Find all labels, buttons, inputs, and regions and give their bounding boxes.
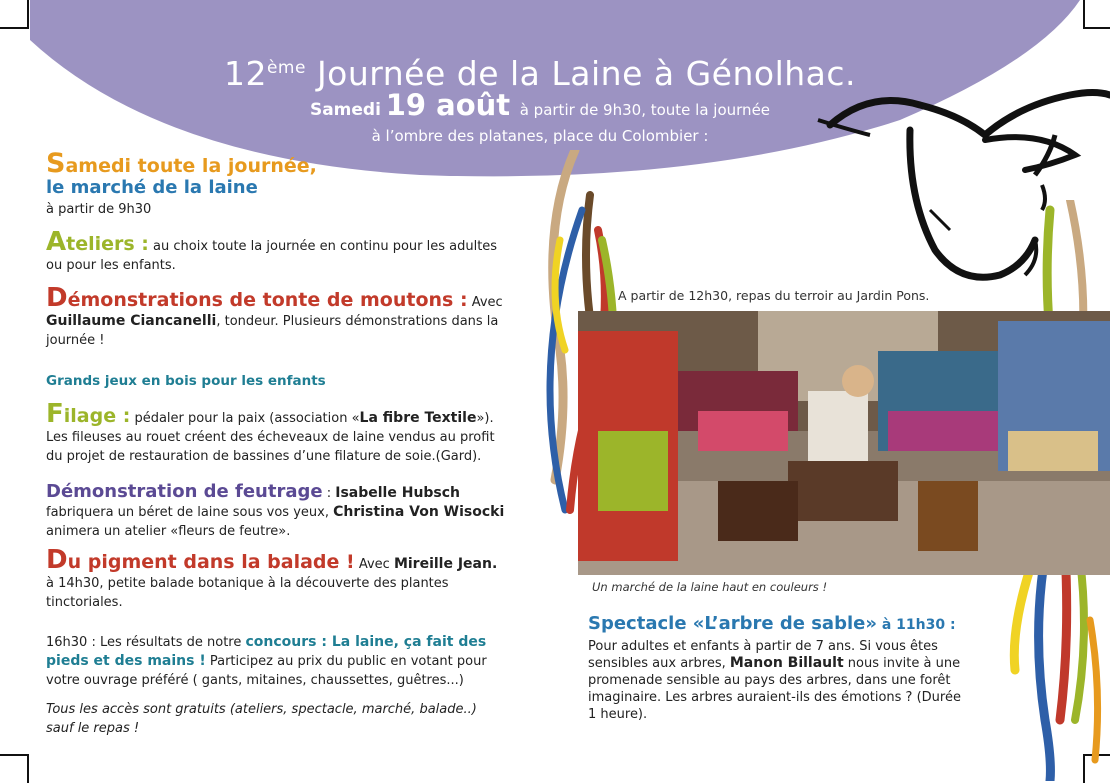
pigment-text-3: tinctoriales.: [46, 595, 123, 610]
event-date: 19 août: [385, 88, 511, 122]
feutrage-name-1: Isabelle Hubsch: [335, 485, 461, 501]
tonte-name: Guillaume Ciancanelli: [46, 313, 217, 329]
note-line-2: sauf le repas !: [46, 721, 140, 736]
pigment-text-2: à 14h30, petite balade botanique à la découverte des plantes: [46, 576, 449, 591]
market-text: à partir de 9h30: [46, 202, 152, 217]
photo-caption: Un marché de la laine haut en couleurs !: [592, 580, 828, 594]
spectacle-line-4: imaginaire. Les arbres auraient-ils des émotions ? (Durée: [588, 690, 961, 705]
filage-cap: F: [46, 399, 64, 429]
saturday-label: Samedi: [309, 100, 381, 120]
page-title: [150, 54, 930, 93]
ateliers-heading: teliers :: [66, 233, 149, 255]
pigment-avec: Avec: [354, 557, 394, 572]
feutrage-heading: Démonstration de feutrage: [46, 481, 323, 502]
event-location: à l’ombre des platanes, place du Colombier :: [371, 127, 709, 145]
concours-highlight: concours : La laine, ça fait des: [245, 634, 487, 650]
filage-section: [46, 399, 531, 466]
event-time: à partir de 9h30, toute la journée: [519, 101, 771, 119]
spectacle-time: à 11h30 :: [876, 617, 956, 633]
jeux-heading: Grands jeux en bois pour les enfants: [46, 373, 326, 389]
market-subheading: le marché de la laine: [46, 177, 258, 198]
feutrage-text-3: animera un atelier «fleurs de feutre».: [46, 524, 291, 539]
tonte-section: [46, 283, 531, 350]
title-superscript: ème: [266, 58, 306, 78]
spectacle-name: Manon Billault: [729, 655, 844, 671]
filage-heading: ilage :: [63, 405, 131, 427]
spectacle-line-2b: nous invite à une: [843, 656, 961, 671]
crop-mark-icon: [0, 754, 29, 783]
spectacle-section: [588, 612, 1008, 723]
concours-text-3: votre ouvrage préféré ( gants, mitaines, chaussettes, guêtres...): [46, 673, 464, 688]
market-heading: amedi toute la journée,: [65, 155, 317, 177]
spectacle-line-1: Pour adultes et enfants à partir de 7 ans. Si vous êtes: [588, 639, 938, 654]
concours-section: [46, 633, 531, 690]
ateliers-text: au choix toute la journée en continu pour les adultes: [148, 239, 498, 254]
filage-association: La fibre Textile: [359, 410, 477, 426]
filage-text: pédaler pour la paix (association «: [130, 411, 360, 426]
pigment-section: [46, 545, 531, 612]
concours-highlight-2: pieds et des mains !: [46, 653, 206, 669]
market-cap: S: [46, 148, 66, 179]
tonte-cap: D: [46, 283, 68, 313]
ateliers-section: [46, 227, 531, 275]
repas-caption: A partir de 12h30, repas du terroir au Jardin Pons.: [618, 288, 930, 303]
tonte-text-2: journée !: [46, 333, 105, 348]
feutrage-text-2: fabriquera un béret de laine sous vos yeux,: [46, 505, 334, 520]
crop-mark-icon: [1083, 0, 1110, 29]
note-line-1: Tous les accès sont gratuits (ateliers, spectacle, marché, balade..): [46, 702, 477, 717]
feutrage-colon: :: [322, 486, 336, 501]
event-date-location: [160, 88, 920, 149]
title-ordinal: 12: [223, 54, 267, 93]
spectacle-heading: Spectacle «L’arbre de sable»: [588, 613, 877, 634]
tonte-avec: Avec: [467, 295, 503, 310]
spectacle-line-2a: sensibles aux arbres,: [588, 656, 730, 671]
filage-text-2: Les fileuses au rouet créent des écheveaux de laine vendus au profit: [46, 430, 495, 445]
spectacle-line-3: promenade sensible au pays des arbres, dans une forêt: [588, 673, 951, 688]
concours-text-b: Participez au prix du public en votant pour: [205, 654, 487, 669]
pigment-name: Mireille Jean.: [393, 556, 498, 572]
ateliers-cap: A: [46, 227, 67, 257]
market-section: [46, 148, 531, 219]
feutrage-name-2: Christina Von Wisocki: [333, 504, 505, 520]
spectacle-line-5: 1 heure).: [588, 707, 648, 722]
filage-text-b: »).: [476, 411, 494, 426]
feutrage-section: [46, 482, 531, 541]
filage-text-3: du projet de restauration de bassines d’une filature de soie.(Gard).: [46, 449, 482, 464]
tonte-heading: émonstrations de tonte de moutons :: [67, 289, 468, 311]
free-access-note: [46, 700, 531, 738]
market-photo: [578, 311, 1110, 575]
title-text: Journée de la Laine à Génolhac.: [305, 54, 857, 93]
concours-text: 16h30 : Les résultats de notre: [46, 635, 246, 650]
pigment-heading: u pigment dans la balade !: [67, 551, 355, 573]
pigment-cap: D: [46, 545, 68, 575]
crop-mark-icon: [0, 0, 29, 29]
jeux-section: [46, 372, 531, 391]
tonte-text: , tondeur. Plusieurs démonstrations dans la: [216, 314, 499, 329]
ateliers-text-2: ou pour les enfants.: [46, 258, 176, 273]
